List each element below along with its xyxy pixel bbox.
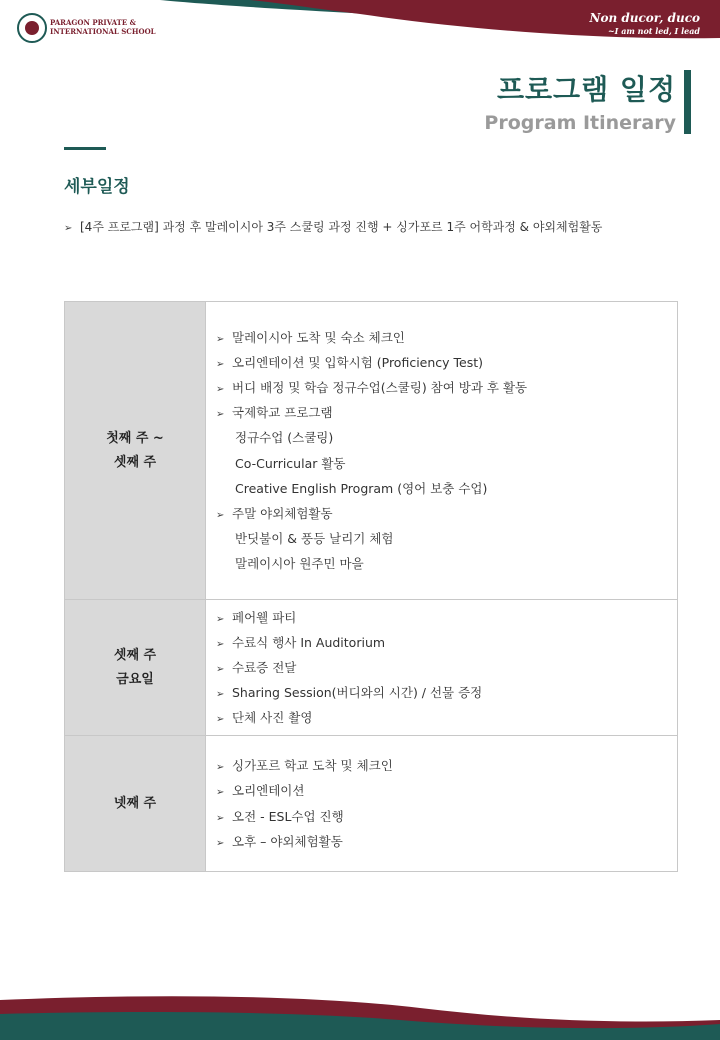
school-name-line1: PARAGON PRIVATE &: [50, 18, 136, 27]
list-item: [216, 605, 667, 630]
list-subitem: [216, 451, 667, 476]
list-item-text: 주말 야외체험활동: [232, 505, 333, 521]
section-title: 세부일정: [64, 177, 130, 197]
list-item: [216, 400, 667, 425]
week-label-line: 셋째 주: [113, 454, 157, 470]
list-item-text: 오전 - ESL수업 진행: [232, 808, 344, 824]
list-item-text: 수료증 전달: [232, 659, 297, 675]
week-label-line: 첫째 주 ~: [106, 430, 164, 446]
list-item-text: Sharing Session(버디와의 시간) / 선물 증정: [232, 685, 483, 701]
list-item-text: 말레이시아 원주민 마을: [235, 556, 364, 572]
arrow-bullet-icon: ➢: [216, 638, 225, 650]
week-details: [206, 600, 678, 736]
list-item-text: Creative English Program (영어 보충 수업): [235, 480, 488, 496]
section-accent-line: [64, 147, 106, 150]
list-subitem: [216, 551, 667, 576]
arrow-bullet-icon: ➢: [216, 333, 225, 345]
list-item: [216, 375, 667, 400]
week-label-line: 셋째 주: [113, 647, 157, 663]
list-item: [216, 325, 667, 350]
list-item: [216, 501, 667, 526]
arrow-bullet-icon: ➢: [216, 358, 225, 370]
list-item: [216, 680, 667, 705]
arrow-bullet-icon: ➢: [216, 663, 225, 675]
list-item-text: 반딧불이 & 풍등 날리기 체험: [235, 531, 394, 547]
arrow-bullet-icon: ➢: [216, 714, 225, 726]
arrow-bullet-icon: ➢: [216, 509, 225, 521]
arrow-bullet-icon: ➢: [216, 689, 225, 701]
arrow-bullet-icon: ➢: [216, 762, 225, 774]
list-item: [216, 655, 667, 680]
page-title-korean: 프로그램 일정: [496, 73, 676, 106]
arrow-bullet-icon: ➢: [216, 837, 225, 849]
list-subitem: [216, 425, 667, 450]
week-label: [65, 736, 206, 872]
arrow-bullet-icon: ➢: [216, 787, 225, 799]
arrow-bullet-icon: ➢: [64, 223, 73, 234]
school-logo: [17, 13, 47, 43]
school-name-line2: INTERNATIONAL SCHOOL: [50, 27, 156, 36]
list-item: [216, 705, 667, 730]
week-details: [206, 736, 678, 872]
week-details: [206, 302, 678, 600]
list-item-text: 말레이시아 도착 및 숙소 체크인: [232, 329, 405, 345]
week-label: [65, 302, 206, 600]
table-row: [65, 600, 678, 736]
arrow-bullet-icon: ➢: [216, 383, 225, 395]
list-item-text: 단체 사진 촬영: [232, 710, 313, 726]
itinerary-table: [64, 301, 678, 872]
list-item: [216, 753, 667, 778]
arrow-bullet-icon: ➢: [216, 812, 225, 824]
list-item-text: 오후 – 야외체험활동: [232, 833, 343, 849]
week-label-line: 금요일: [116, 671, 154, 687]
list-subitem: [216, 526, 667, 551]
list-item-text: 오리엔테이션: [232, 783, 305, 799]
summary-text: [4주 프로그램] 과정 후 말레이시아 3주 스쿨링 과정 진행 + 싱가포르 1주 어학과정 & 야외체험활동: [80, 220, 603, 234]
table-row: [65, 302, 678, 600]
week-label-line: 넷째 주: [113, 795, 157, 811]
list-item-text: 정규수업 (스쿨링): [235, 430, 334, 446]
motto-main: Non ducor, duco: [589, 11, 700, 25]
list-item: [216, 804, 667, 829]
week-label: [65, 600, 206, 736]
motto-sub: ~I am not led, I lead: [607, 26, 700, 36]
list-item: [216, 829, 667, 854]
list-item: [216, 630, 667, 655]
table-row: [65, 736, 678, 872]
title-accent-bar: [684, 70, 691, 134]
arrow-bullet-icon: ➢: [216, 409, 225, 421]
list-item-text: Co-Curricular 활동: [235, 455, 346, 471]
school-name: [50, 18, 190, 36]
page-title-english: Program Itinerary: [484, 112, 676, 134]
arrow-bullet-icon: ➢: [216, 613, 225, 625]
footer-band: [0, 990, 720, 1040]
section-summary: [64, 218, 602, 235]
school-motto: [589, 11, 700, 36]
list-item-text: 오리엔테이션 및 입학시험 (Proficiency Test): [232, 354, 484, 370]
list-item-text: 싱가포르 학교 도착 및 체크인: [232, 758, 393, 774]
list-item: [216, 350, 667, 375]
list-subitem: [216, 476, 667, 501]
list-item-text: 페어웰 파티: [232, 609, 297, 625]
list-item-text: 버디 배정 및 학습 정규수업(스쿨링) 참여 방과 후 활동: [232, 379, 528, 395]
list-item-text: 수료식 행사 In Auditorium: [232, 634, 386, 650]
list-item-text: 국제학교 프로그램: [232, 405, 333, 421]
list-item: [216, 778, 667, 803]
